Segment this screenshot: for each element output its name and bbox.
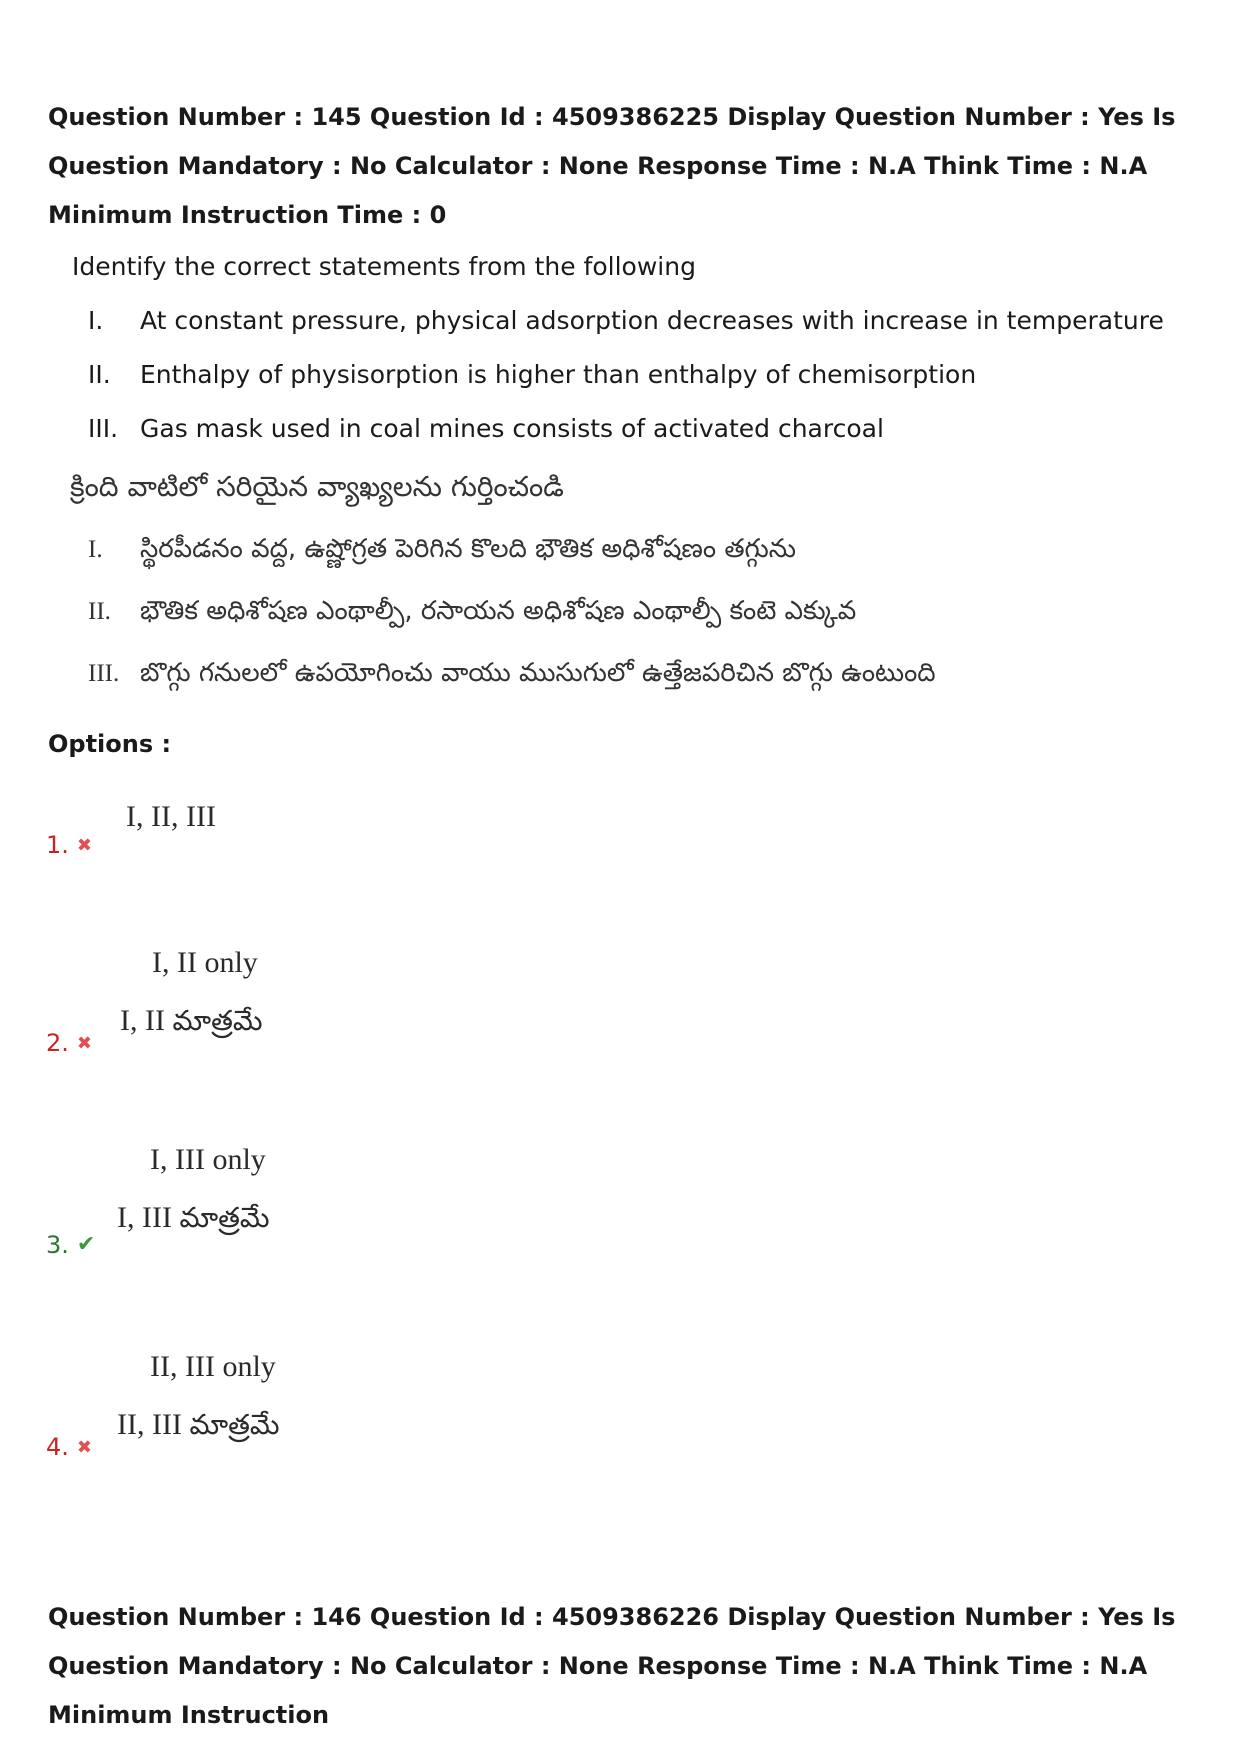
option-4-text-te	[117, 1408, 279, 1448]
option-3-text-te	[117, 1201, 270, 1241]
cross-icon: ✖	[76, 1437, 92, 1458]
statement-text: స్థిరపీడనం వద్ద, ఉష్ణోగ్రత పెరిగిన కొలది భౌతిక అధిశోషణం తగ్గును	[140, 534, 796, 564]
option-4-text-en: II, III only	[150, 1350, 276, 1383]
option-1-text-en: I, II, III	[126, 800, 216, 833]
option-1-number[interactable]	[46, 830, 92, 861]
statement-number: II.	[88, 360, 111, 389]
option-prefix: I, III	[117, 1201, 172, 1234]
cross-icon: ✖	[76, 1033, 92, 1054]
statement-te-1	[88, 534, 796, 570]
question-meta-145: Question Number : 145 Question Id : 4509386225 Display Question Number : Yes Is Question Mandatory : No Calculator : None Response Time : N.A Think Time : N.A Minimum Instruction Time : 0	[48, 103, 1176, 229]
statement-text: భౌతిక అధిశోషణ ఎంథాల్పీ, రసాయన అధిశోషణ ఎంథాల్పీ కంటె ఎక్కువ	[140, 596, 857, 626]
option-4-number[interactable]	[46, 1432, 92, 1463]
statement-number: II.	[88, 598, 111, 625]
statement-en-1	[88, 306, 1164, 335]
question-meta-146: Question Number : 146 Question Id : 4509386226 Display Question Number : Yes Is Question Mandatory : No Calculator : None Response Time : N.A Think Time : N.A Minimum Instruction	[48, 1603, 1176, 1729]
option-2-number[interactable]	[46, 1028, 92, 1059]
cross-icon: ✖	[76, 835, 92, 856]
option-te-word: మాత్రమే	[189, 1408, 280, 1441]
option-number-label: 2.	[46, 1029, 69, 1057]
option-te-word: మాత్రమే	[179, 1201, 270, 1234]
check-icon: ✔	[76, 1232, 96, 1257]
statement-number: III.	[88, 660, 120, 687]
question-intro-te: క్రింది వాటిలో సరియైన వ్యాఖ్యలను గుర్తించండి	[70, 470, 564, 503]
statement-te-2	[88, 596, 856, 632]
options-heading: Options :	[48, 730, 172, 758]
statement-text: Enthalpy of physisorption is higher than enthalpy of chemisorption	[140, 360, 977, 389]
statement-te-3	[88, 658, 936, 694]
option-3-text-en: I, III only	[150, 1143, 266, 1176]
statement-number: I.	[88, 306, 104, 335]
statement-text: బొగ్గు గనులలో ఉపయోగించు వాయు ముసుగులో ఉత్తేజపరిచిన బొగ్గు ఉంటుంది	[140, 658, 936, 688]
statement-text: Gas mask used in coal mines consists of activated charcoal	[140, 414, 884, 443]
option-number-label: 1.	[46, 831, 69, 859]
statement-text: At constant pressure, physical adsorption decreases with increase in temperature	[140, 306, 1164, 335]
option-number-label: 4.	[46, 1433, 69, 1461]
option-prefix: II, III	[117, 1408, 182, 1441]
option-number-label: 3.	[46, 1231, 69, 1259]
option-prefix: I, II	[120, 1004, 165, 1037]
option-te-word: మాత్రమే	[172, 1004, 263, 1037]
statement-number: III.	[88, 414, 119, 443]
question-intro-en: Identify the correct statements from the following	[72, 252, 696, 281]
statement-en-3	[88, 414, 884, 443]
option-2-text-en: I, II only	[152, 946, 258, 979]
statement-en-2	[88, 360, 976, 389]
option-2-text-te	[120, 1004, 263, 1044]
statement-number: I.	[88, 536, 103, 563]
option-3-number[interactable]	[46, 1230, 95, 1260]
